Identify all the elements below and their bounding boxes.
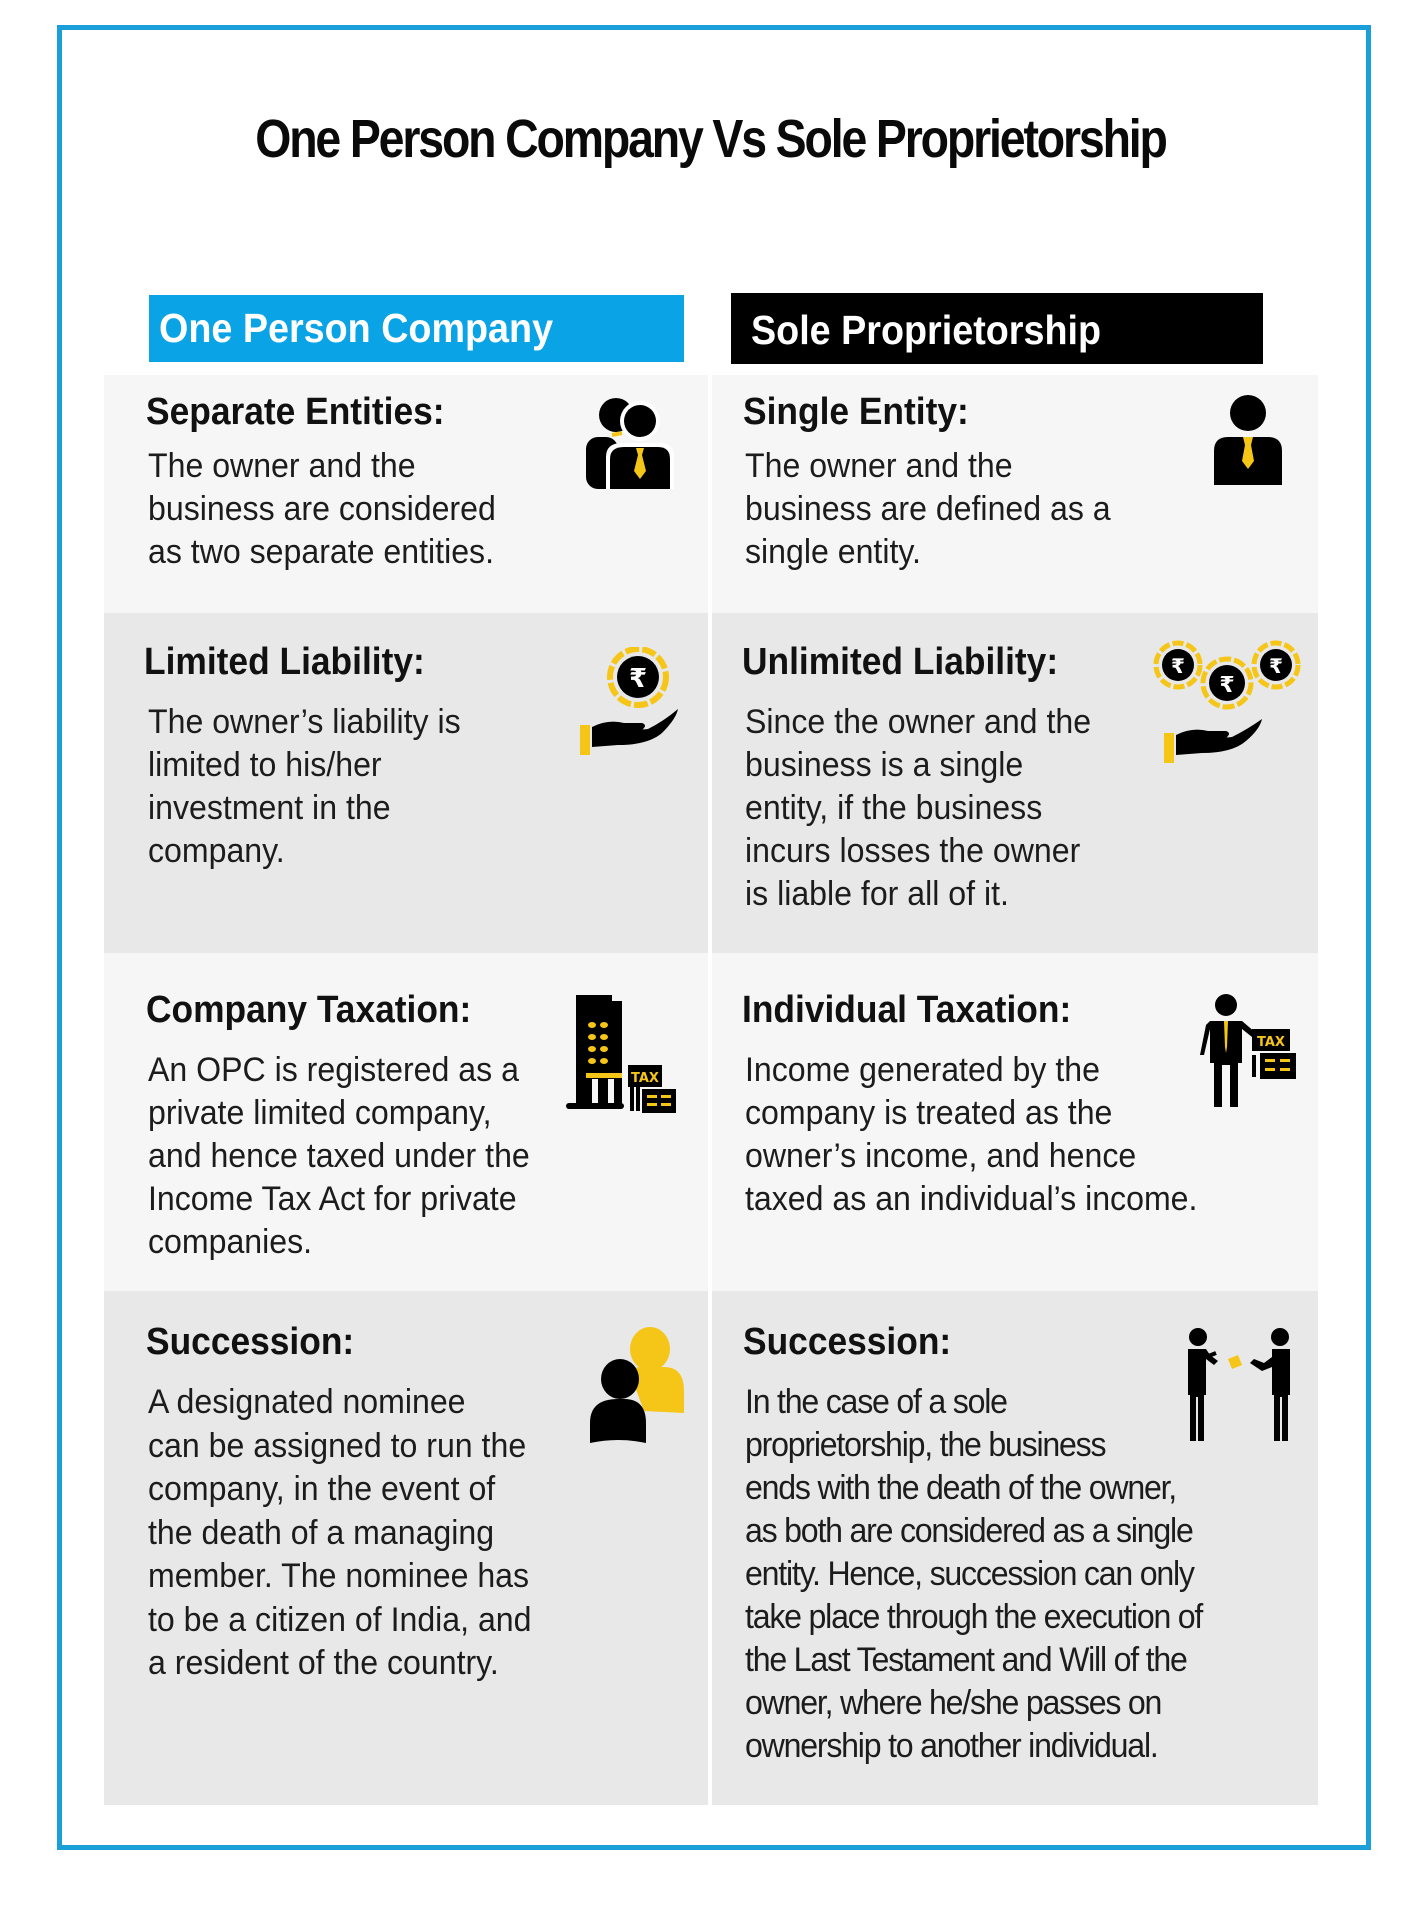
hand-holding-rupee-coin-icon: [578, 647, 682, 757]
single-person-icon: [1208, 391, 1288, 491]
cell-heading: Separate Entities:: [146, 391, 445, 433]
body-line: can be assigned to run the: [148, 1426, 527, 1465]
body-line: limited to his/her: [148, 746, 382, 784]
body-line: business are considered: [148, 490, 496, 528]
opc-separate-entities-cell: [104, 375, 708, 613]
body-line: business are defined as a: [745, 490, 1111, 528]
body-line: The owner’s liability is: [148, 703, 461, 741]
svg-text:₹: ₹: [1171, 654, 1185, 678]
handover-persons-icon: [1184, 1327, 1294, 1445]
body-line: private limited company,: [148, 1094, 492, 1132]
body-line: company.: [148, 832, 285, 870]
body-line: incurs losses the owner: [745, 832, 1081, 870]
cell-heading: Limited Liability:: [144, 641, 425, 683]
body-line: company is treated as the: [745, 1094, 1113, 1132]
cell-heading: Succession:: [743, 1321, 952, 1363]
hand-holding-rupee-coins-icon: [1152, 639, 1302, 769]
person-tax-icon: [1200, 993, 1300, 1113]
cell-heading: Individual Taxation:: [742, 989, 1072, 1031]
sp-column-header-label: Sole Proprietorship: [751, 307, 1102, 353]
body-line: entity. Hence, succession can only: [745, 1555, 1194, 1593]
body-line: proprietorship, the business: [745, 1426, 1106, 1464]
cell-body: [148, 1049, 530, 1264]
page-title: One Person Company Vs Sole Proprietorship: [255, 109, 1166, 169]
body-line: member. The nominee has: [148, 1557, 530, 1595]
cell-body: [148, 701, 461, 873]
opc-limited-liability-cell: [104, 613, 708, 953]
body-line: Income Tax Act for private: [148, 1180, 517, 1218]
body-line: In the case of a sole: [745, 1383, 1007, 1421]
two-persons-icon: [578, 391, 682, 495]
sp-column-header: [731, 293, 1263, 364]
nominee-persons-icon: [588, 1327, 688, 1447]
body-line: ownership to another individual.: [745, 1727, 1158, 1765]
opc-column-header-label: One Person Company: [159, 305, 554, 351]
opc-company-taxation-cell: [104, 953, 708, 1291]
svg-text:₹: ₹: [1219, 673, 1235, 698]
body-line: An OPC is registered as a: [148, 1051, 519, 1089]
body-line: owner’s income, and hence: [745, 1137, 1137, 1175]
body-line: entity, if the business: [745, 789, 1043, 827]
body-line: single entity.: [745, 533, 921, 571]
body-line: The owner and the: [745, 447, 1013, 485]
body-line: investment in the: [148, 789, 391, 827]
cell-body: [745, 1381, 1202, 1768]
body-line: Income generated by the: [745, 1051, 1100, 1089]
cell-body: [148, 445, 496, 574]
cell-body: [745, 445, 1111, 574]
body-line: owner, where he/she passes on: [745, 1684, 1162, 1722]
opc-succession-cell: [104, 1291, 708, 1805]
cell-body: [745, 1049, 1197, 1221]
body-line: A designated nominee: [148, 1383, 466, 1421]
body-line: as both are considered as a single: [745, 1512, 1193, 1550]
building-tax-icon: [564, 995, 690, 1119]
sp-succession-cell: [712, 1291, 1318, 1805]
svg-text:TAX: TAX: [631, 1071, 659, 1086]
opc-column-header: [149, 295, 684, 362]
body-line: The owner and the: [148, 447, 416, 485]
body-line: the Last Testament and Will of the: [745, 1641, 1187, 1679]
body-line: Since the owner and the: [745, 703, 1092, 741]
body-line: business is a single: [745, 746, 1024, 784]
body-line: as two separate entities.: [148, 533, 495, 571]
cell-heading: Succession:: [146, 1321, 355, 1363]
cell-body: [745, 701, 1091, 916]
body-line: take place through the execution of: [745, 1598, 1203, 1636]
body-line: companies.: [148, 1223, 313, 1261]
svg-text:TAX: TAX: [1257, 1035, 1285, 1050]
cell-heading: Single Entity:: [743, 391, 969, 433]
cell-heading: Company Taxation:: [146, 989, 472, 1031]
body-line: the death of a managing: [148, 1513, 495, 1552]
svg-text:₹: ₹: [1269, 654, 1283, 678]
body-line: is liable for all of it.: [745, 875, 1009, 913]
sp-individual-taxation-cell: [712, 953, 1318, 1291]
cell-body: [148, 1381, 532, 1686]
body-line: and hence taxed under the: [148, 1137, 530, 1175]
body-line: ends with the death of the owner,: [745, 1469, 1177, 1507]
body-line: taxed as an individual’s income.: [745, 1180, 1198, 1218]
body-line: a resident of the country.: [148, 1644, 499, 1682]
body-line: company, in the event of: [148, 1470, 496, 1508]
svg-text:₹: ₹: [628, 664, 648, 694]
cell-heading: Unlimited Liability:: [742, 641, 1059, 683]
sp-unlimited-liability-cell: [712, 613, 1318, 953]
body-line: to be a citizen of India, and: [148, 1600, 532, 1639]
sp-single-entity-cell: [712, 375, 1318, 613]
